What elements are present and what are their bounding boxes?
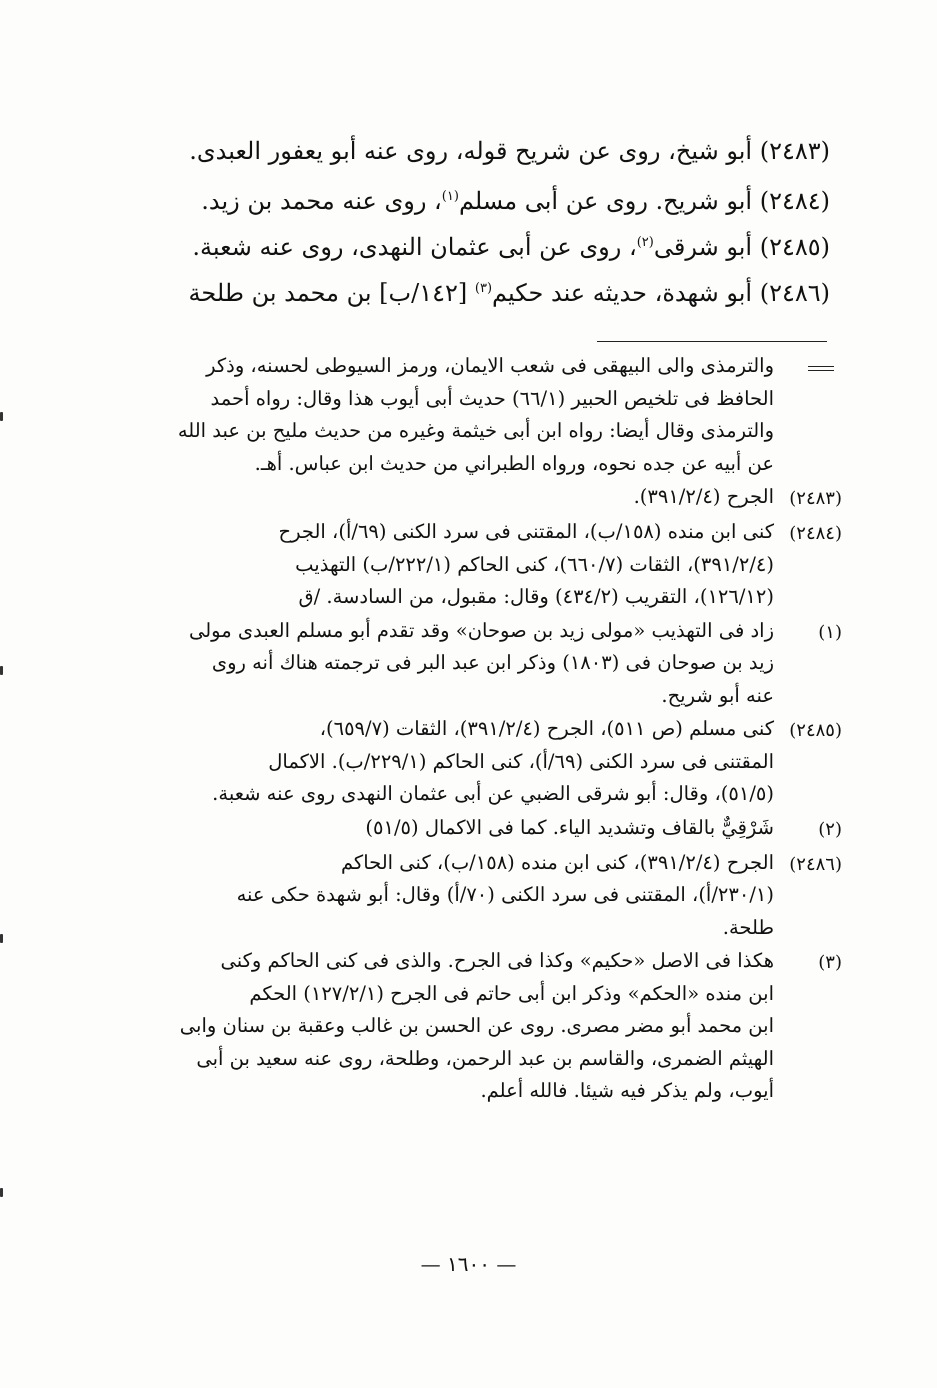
footnote-marker: (٢٤٨٤) xyxy=(789,523,842,544)
footnote-line: كنى ابن منده (١٥٨/ب)، المقتنى فى سرد الكنى (٦٩/أ)، الجرح xyxy=(278,520,774,543)
footnote-ref[interactable]: (٢) xyxy=(636,235,654,250)
footnote-body xyxy=(60,350,774,480)
binding-mark xyxy=(0,412,3,421)
footnote-line: زيد بن صوحان فى (١٨٠٣) وذكر ابن عبد البر فى ترجمته هناك أنه روى xyxy=(211,651,774,674)
double-dash-icon xyxy=(808,366,834,374)
footnote-body xyxy=(60,516,774,614)
binding-mark xyxy=(0,934,3,943)
footnote-body xyxy=(60,713,774,811)
entry-2486 xyxy=(70,266,830,312)
entry-text: ، روى عنه محمد بن زيد. xyxy=(201,187,442,215)
footnote-marker: (٢٤٨٥) xyxy=(789,720,842,741)
footnote-body xyxy=(60,615,774,713)
binding-mark xyxy=(0,666,3,675)
footnote-marker: (٣) xyxy=(818,952,842,973)
footnote-line: عن أبيه عن جده نحوه، ورواه الطبراني من حديث ابن عباس. أهـ. xyxy=(254,451,774,475)
footnote-line: (٢٣٠/١/أ)، المقتنى فى سرد الكنى (٧٠/أ) وقال: أبو شهدة حكى عنه xyxy=(236,883,774,906)
binding-mark xyxy=(0,1188,3,1197)
main-entries xyxy=(70,128,830,312)
footnote-line: طلحة. xyxy=(722,915,774,939)
footnote-2486 xyxy=(60,847,842,945)
footnote-2485 xyxy=(60,713,842,811)
footnote-line: المقتنى فى سرد الكنى (٦٩/أ)، كنى الحاكم (٢٢٩/١/ب). الاكمال xyxy=(268,749,774,773)
footnotes xyxy=(60,350,842,1109)
footnote-line: عنه أبو شريح. xyxy=(661,683,774,707)
footnote-line: الجرح (٣٩١/٢/٤)، كنى ابن منده (١٥٨/ب)، كنى الحاكم xyxy=(340,850,774,874)
footnote-line: الجرح (٣٩١/٢/٤). xyxy=(633,485,774,508)
footnote-marker: (٢) xyxy=(818,818,842,840)
footnote-line: كنى مسلم (ص ٥١١)، الجرح (٣٩١/٢/٤)، الثقات (٦٥٩/٧)، xyxy=(319,717,774,740)
footnote-line: والترمذى والى البيهقى فى شعب الايمان، ورمز السيوطى لحسنه، وذكر xyxy=(206,354,774,377)
footnote-body xyxy=(60,847,774,945)
footnote-line: (١٢٦/١٢)، التقريب (٤٣٤/٢) وقال: مقبول، من السادسة. /ق xyxy=(298,585,774,608)
entry-text: (٢٤٨٦) أبو شهدة، حديثه عند حكيم xyxy=(492,279,830,307)
footnote-1 xyxy=(60,615,842,713)
footnote-line: أيوب، ولم يذكر فيه شيئا. فالله أعلم. xyxy=(480,1079,774,1102)
footnote-ref[interactable]: (٣) xyxy=(474,281,493,296)
footnote-line: الحافظ فى تلخيص الحبير (٦٦/١) حديث أبى أيوب هذا وقال: رواه أحمد xyxy=(210,386,774,410)
footnote-continuation xyxy=(60,350,842,480)
entry-2483: (٢٤٨٣) أبو شيخ، روى عن شريح قوله، روى عنه أبو يعفور العبدى. xyxy=(189,137,830,165)
footnote-line: شَرْقِيٌّ بالقاف وتشديد الياء. كما فى الاكمال (٥١/٥) xyxy=(365,815,774,839)
entry-2485 xyxy=(70,220,830,266)
footnote-ref[interactable]: (١) xyxy=(441,189,459,204)
footnote-line: هكذا فى الاصل «حكيم» وكذا فى الجرح. والذى فى كنى الحاكم وكنى xyxy=(220,949,774,972)
footnote-line: ابن منده «الحكم» وذكر ابن أبى حاتم فى الجرح (١٢٧/٢/١) الحكم xyxy=(249,981,774,1005)
footnote-marker: (١) xyxy=(818,621,842,643)
footnote-line: ابن محمد أبو مضر مصرى. روى عن الحسن بن غالب وعقبة بن سنان وابى xyxy=(179,1014,774,1037)
footnote-separator xyxy=(597,341,827,342)
page-number: — ١٦٠٠ — xyxy=(420,1252,517,1276)
entry-2484 xyxy=(70,174,830,220)
entry-text: (٢٤٨٥) أبو شرقى xyxy=(653,233,830,261)
entry-text: [١٤٢/ب] بن محمد بن طلحة xyxy=(188,279,475,307)
entry-text: (٢٤٨٤) أبو شريح. روى عن أبى مسلم xyxy=(458,187,830,215)
continuation-marker xyxy=(774,350,842,385)
footnote-3 xyxy=(60,945,842,1108)
footnote-marker: (٢٤٨٦) xyxy=(789,853,842,875)
footnote-2 xyxy=(60,812,842,846)
footnote-body xyxy=(60,481,774,514)
footnote-2483 xyxy=(60,481,842,515)
footnote-line: والترمذى وقال أيضا: رواه ابن أبى خيثمة وغيره من حديث مليح بن عبد الله xyxy=(177,419,774,442)
footnote-marker: (٢٤٨٣) xyxy=(789,488,842,509)
footnote-line: زاد فى التهذيب «مولى زيد بن صوحان» وقد تقدم أبو مسلم العبدى مولى xyxy=(188,618,774,642)
footnote-body xyxy=(60,945,774,1108)
footnote-line: (٣٩١/٢/٤)، الثقات (٦٦٠/٧)، كنى الحاكم (٢٢٢/١/ب) التهذيب xyxy=(295,552,774,576)
footnote-line: الهيثم الضمرى، والقاسم بن عبد الرحمن، وطلحة، روى عنه سعيد بن أبى xyxy=(196,1046,774,1070)
entry-text: ، روى عن أبى عثمان النهدى، روى عنه شعبة. xyxy=(192,233,637,261)
footnote-2484 xyxy=(60,516,842,614)
footnote-body xyxy=(60,812,774,845)
footnote-line: (٥١/٥)، وقال: أبو شرقى الضبي عن أبى عثمان النهدى روى عنه شعبة. xyxy=(212,782,774,805)
